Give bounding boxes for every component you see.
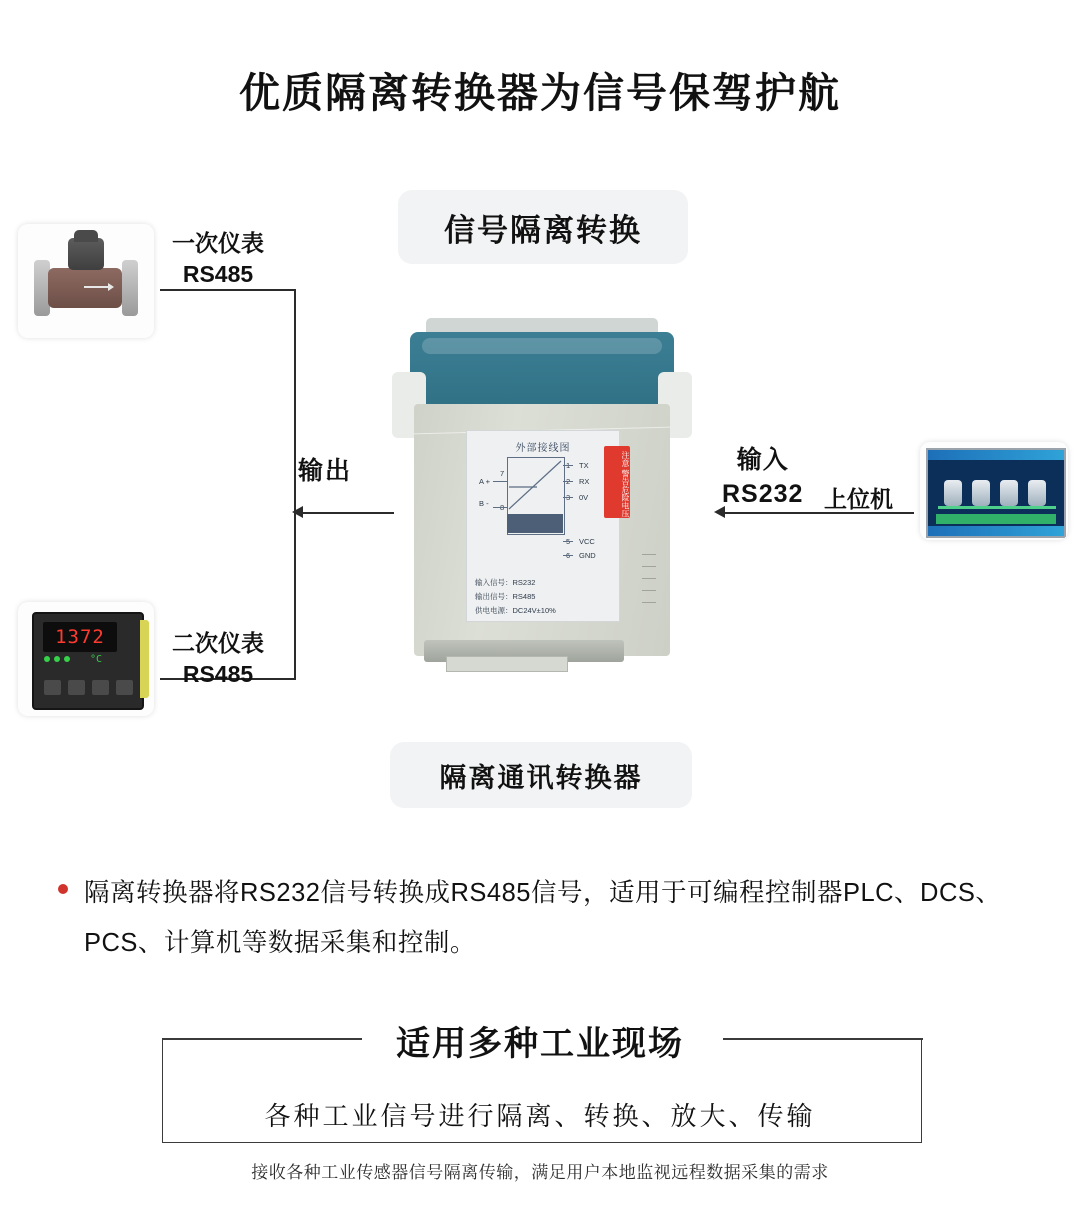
flowmeter-head-icon xyxy=(68,238,104,270)
label-secondary-instrument xyxy=(172,628,264,690)
primary-instrument-thumbnail xyxy=(18,224,154,338)
controller-shell-icon xyxy=(32,612,144,710)
device-teal-highlight xyxy=(422,338,662,354)
wiring-diagram-sticker xyxy=(466,430,620,622)
label-input xyxy=(722,444,803,512)
device-spec-line-0: 输入信号：RS232 xyxy=(475,578,536,587)
description-text: 隔离转换器将RS232信号转换成RS485信号，适用于可编程控制器PLC、DCS、PCS、计算机等数据采集和控制。 xyxy=(84,879,1002,957)
secondary-instrument-thumbnail xyxy=(18,602,154,716)
wiring-pin-right-0-name: TX xyxy=(579,461,589,470)
secondary-instrument-bus: RS485 xyxy=(182,661,254,688)
hmi-tank-icon xyxy=(944,480,962,506)
flowmeter-flange-right-icon xyxy=(122,260,138,316)
hmi-status-strip-icon xyxy=(936,514,1056,524)
page-title: 优质隔离转换器为信号保驾护航 xyxy=(239,70,841,116)
wiring-box-fill xyxy=(507,514,563,533)
wiring-diagonal-icon xyxy=(507,457,563,513)
primary-instrument-name: 一次仪表 xyxy=(172,230,264,256)
wiring-pin-right-1-name: RX xyxy=(579,477,590,486)
hmi-top-bar-icon xyxy=(928,450,1064,460)
controller-led-row-icon xyxy=(44,656,70,662)
hmi-bottom-bar-icon xyxy=(928,526,1064,536)
hmi-screen-icon xyxy=(926,448,1066,538)
warning-label: 注意 警告危险电压 xyxy=(604,446,630,518)
wiring-pin-left-0-num: 7 xyxy=(500,469,505,478)
wiring-diagram-title: 外部接线图 xyxy=(515,443,571,454)
isolated-converter-device xyxy=(392,318,692,690)
controller-display: 1372 xyxy=(43,622,117,652)
device-spec-line-2: 供电电源：DC24V±10% xyxy=(475,606,556,615)
wiring-pin-right-2-name: 0V xyxy=(579,493,589,502)
input-bus: RS232 xyxy=(722,479,804,508)
bottom-title: 适用多种工业现场 xyxy=(396,1025,684,1063)
connector-output-horizontal xyxy=(294,512,394,514)
primary-instrument-bus: RS485 xyxy=(182,261,254,288)
wiring-pin-left-0-name: A + xyxy=(479,477,491,486)
bottom-subtitle: 各种工业信号进行隔离、转换、放大、传输 xyxy=(264,1101,816,1131)
host-computer-thumbnail xyxy=(920,442,1068,540)
device-din-rail-slot xyxy=(446,656,568,672)
hmi-tank-icon xyxy=(1000,480,1018,506)
device-spec-line-1: 输出信号：RS485 xyxy=(475,592,536,601)
wiring-pin-right-4-name: GND xyxy=(579,551,596,560)
output-arrow-icon xyxy=(292,506,303,518)
description-block xyxy=(58,868,1038,968)
label-primary-instrument xyxy=(172,228,264,290)
hmi-tank-icon xyxy=(972,480,990,506)
wiring-pin-left-1-name: B - xyxy=(479,499,489,508)
chip-signal-isolation: 信号隔离转换 xyxy=(398,190,688,264)
label-host-computer: 上位机 xyxy=(824,486,893,512)
secondary-instrument-name: 二次仪表 xyxy=(172,630,264,656)
flow-direction-arrow-icon xyxy=(84,286,110,288)
flowmeter-cap-icon xyxy=(74,230,98,242)
connector-left-vertical xyxy=(294,289,296,679)
label-output: 输出 xyxy=(298,457,353,485)
wiring-pin-right-3-name: VCC xyxy=(579,537,595,546)
input-title: 输入 xyxy=(736,446,789,474)
chip-isolated-converter: 隔离通讯转换器 xyxy=(390,742,692,808)
controller-button-row-icon xyxy=(44,680,133,695)
controller-unit-label: °C xyxy=(90,654,103,665)
hmi-pipe-icon xyxy=(938,506,1056,509)
controller-side-panel-icon xyxy=(140,620,149,698)
bullet-dot-icon xyxy=(58,884,68,894)
hmi-tank-icon xyxy=(1028,480,1046,506)
bottom-note: 接收各种工业传感器信号隔离传输，满足用户本地监视远程数据采集的需求 xyxy=(251,1163,829,1182)
